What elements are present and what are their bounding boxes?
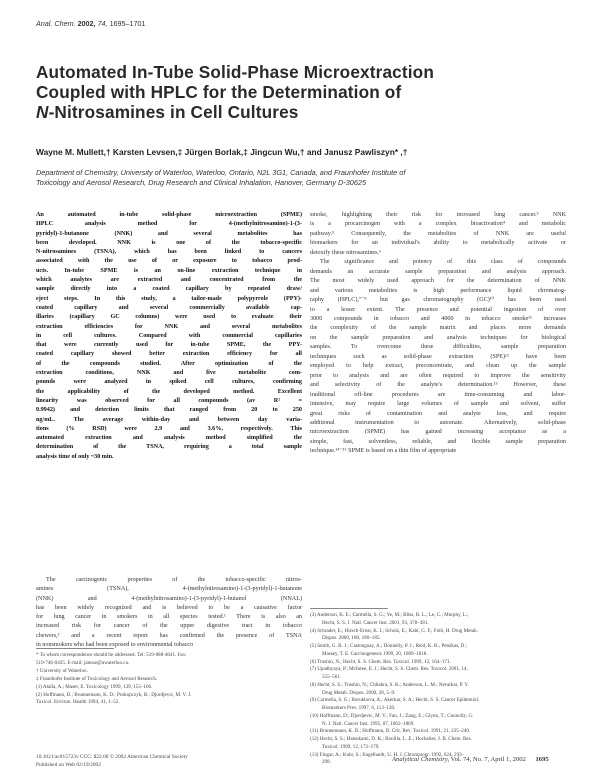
- body-line: 3000 compounds in tobacco and 4000 in tobacco smoke¹¹ increases: [310, 315, 566, 322]
- journal-citation: [36, 19, 146, 28]
- doi-line: 10.1021/ac015723v CCC: $22.00 © 2002 American Chemical Society: [36, 754, 188, 760]
- body-line: simple, fast, solventless, reliable, and flexible sample preparation: [310, 438, 566, 445]
- body-line: raphy (HPLC),⁷⁻⁹ but gas chromatography (GC)¹⁰ has been used: [310, 297, 566, 304]
- abstract-line: extraction efficiencies for NNK and several metabolites: [36, 323, 302, 330]
- reference-line: (13) Fingar, A.; Kuhr, S.; Engelhardt, U. H. J. Chromatogr. 1992, 624, 293–: [310, 751, 465, 758]
- intro-line: chewers,² and a recent report has confirmed the presence of TSNA: [36, 632, 302, 639]
- body-line: and selectivity of the analyte's determination.¹³ However, these: [310, 382, 566, 389]
- abstract: [36, 211, 302, 462]
- abstract-line: illaries (capillary GC columns) were used to evaluate their: [36, 314, 302, 321]
- published-date: Published on Web 02/19/2002: [36, 762, 101, 768]
- affiliation-line: Department of Chemistry, University of Waterloo, Waterloo, Ontario, N2L 3G1, Canada, and Fraunhofer Institute of: [36, 168, 406, 177]
- intro-line: increased risk for cancer of the upper digestive tract in tobacco: [36, 623, 302, 630]
- body-right-column: [310, 211, 566, 457]
- body-line: the complexity of the sample matrix and places more demands: [310, 325, 566, 332]
- reference-line: (3) Anderson, K. E.; Carmella, S. G.; Ye, M.; Bliss, R. L.; Le, C.; Murphy, L.;: [310, 612, 469, 618]
- reference-line: Toxicol. 1999, 12, 172–179.: [322, 743, 380, 750]
- abstract-line: analysis time of only ~30 min.: [36, 453, 114, 460]
- footnote-line: 519-746-0435. E-mail: janusz@uwaterloo.ca.: [36, 659, 130, 666]
- footnote-line: (2) Hoffmann, D.; Brunnemann, K. D.; Prokopczyk, B.; Djordjevic, M. V. J.: [36, 691, 192, 698]
- reference-line: Drug Metab. Dispos. 2000, 28, 5–9.: [322, 689, 396, 696]
- body-line: detoxify these nitrosamines.⁶: [310, 249, 382, 256]
- reference-line: Hecht, S. S. J. Natl. Cancer Inst. 2001, 93, 378–381.: [322, 619, 429, 626]
- footer-issue: Vol. 74, No. 7, April 1, 2002: [450, 756, 526, 763]
- abstract-line: linearity was observed for all compounds (av R² =: [36, 397, 302, 404]
- reference-item: [310, 713, 566, 729]
- body-line: smoke, highlighting their risk for increased lung cancer.³ NNK: [310, 212, 566, 218]
- reference-line: Dispos. 2000, 180, 180–185.: [322, 635, 381, 642]
- intro-line: The carcinogenic properties of the tobacco-specific nitros-: [46, 577, 302, 583]
- abstract-line: sample directly into a coated capillary by repeated draw/: [36, 286, 302, 293]
- abstract-line: ucts. In-tube SPME is an on-line extraction technique in: [36, 267, 302, 274]
- footnote-line: * To whom correspondence should be addressed. Tel: 519-888-4641. Fax:: [36, 652, 187, 658]
- reference-item: [310, 628, 566, 644]
- reference-line: (9) Carmella, S. G.; Borukhova, A.; Akerkar, S. A.; Hecht, S. S. Cancer Epidemiol.: [310, 697, 480, 704]
- abstract-line: ng/mL. The average within-day and between day varia-: [36, 416, 302, 423]
- intro-line: amines (TSNA), 4-(methylnitrosamino)-1-(3-pyridyl)-1-butanone: [36, 586, 302, 593]
- body-line: is a procarcinogen with a complex bioactivation⁴ and metabolic: [310, 221, 566, 228]
- reference-line: (5) Smith, G. B. J.; Castonguay, A.; Donnelly, P. J.; Reid, K. R.; Petsikas, D.;: [310, 643, 467, 649]
- footnote-line: † University of Waterloo.: [36, 667, 88, 674]
- abstract-line: extraction conditions, NNK and five metabolite com-: [36, 370, 302, 377]
- journal-volume: 74,: [97, 19, 108, 28]
- body-line: traditional off-line procedures are time-consuming and labor-: [310, 391, 566, 398]
- body-line: The significance and potency of this class of compounds: [320, 259, 566, 266]
- reference-line: (10) Hoffmann, D.; Djordjevic, M. V.; Fan, J.; Zang, E.; Glynn, T.; Connolly, G.: [310, 712, 474, 719]
- reference-item: [310, 728, 566, 736]
- abstract-line: which analytes are extracted and concentrated from the: [36, 277, 302, 284]
- reference-item: [310, 643, 566, 659]
- abstract-line: coated capillary and several commercially available cap-: [36, 304, 302, 311]
- journal-name: Anal. Chem.: [36, 19, 76, 28]
- reference-line: (7) Upadhyaya, P.; McIntee, E. J.; Hecht, S. S. Chem. Res. Toxicol. 2001, 14,: [310, 666, 468, 673]
- body-line: microextraction (SPME) has gained increasing acceptance as a: [310, 429, 566, 436]
- body-line: samples. To overcome these difficulties, sample preparation: [310, 344, 566, 351]
- reference-line: 298.: [322, 759, 331, 766]
- title-line: Automated In-Tube Solid-Phase Microextraction: [36, 62, 434, 82]
- affiliation-line: Toxicology and Aerosol Research, Drug Research and Clinical Inhalation, Hanover, Germany D-30625: [36, 178, 367, 188]
- reference-line: (12) Hecht, S. S.; Hatsukami, D. K.; Bonilla, L. E.; Hochalter, J. B. Chem. Res.: [310, 736, 472, 742]
- abstract-line: in cell cultures. Compared with commercial capillaries: [36, 332, 302, 339]
- abstract-line: HPLC analysis method for 4-(methylnitrosamino)-1-(3-: [36, 221, 302, 228]
- reference-line: N. J. Natl. Cancer Inst. 1995, 87, 1862–1869.: [322, 720, 415, 727]
- reference-line: (11) Brunnemann, K. D.; Hoffmann, D. Crit. Rev. Toxicol. 1991, 21, 235–240.: [310, 728, 471, 735]
- page-number: 1695: [535, 756, 549, 763]
- footnote-line: (1) Atalla, A.; Maser, E. Toxicology 1999, 139, 155–166.: [36, 683, 153, 690]
- journal-year: 2002,: [77, 19, 96, 28]
- abstract-line: been developed. NNK is one of the tobacco-specific: [36, 239, 302, 246]
- reference-line: 555–561.: [322, 674, 342, 680]
- references-list: [310, 612, 566, 767]
- abstract-line: of the compounds studied. After optimization of the: [36, 360, 302, 367]
- abstract-line: automated extraction and analysis method simplified the: [36, 435, 302, 442]
- affiliations: [36, 168, 564, 188]
- introduction-paragraph: [36, 576, 302, 650]
- body-line: to a lesser extent. The presence and potential ingestion of over: [310, 306, 566, 313]
- abstract-line: 0.9942) and detection limits that ranged from 20 to 250: [36, 407, 302, 414]
- body-line: demands an accurate sample preparation and analysis approach.: [310, 268, 566, 275]
- reference-item: [310, 612, 566, 628]
- intro-line: (NNK) and 4-(methylnitrosamino)-1-(3-pyridyl)-1-butanol (NNAL): [36, 595, 302, 602]
- body-line: and various metabolites is high performance liquid chromatog-: [310, 287, 566, 294]
- abstract-line: N-nitrosamines (TSNA), which has been linked to cancers: [36, 249, 302, 256]
- body-line: technique.¹⁴⁻¹⁶ SPME is based on a thin film of appropriate: [310, 448, 457, 455]
- intro-line: in nonsmokers who had been exposed to environmental tobacco: [36, 642, 194, 649]
- reference-item: [310, 666, 566, 682]
- article-title: [36, 62, 556, 122]
- reference-item: [310, 682, 566, 698]
- body-line: additional instrumentation to automate. Alternatively, solid-phase: [310, 419, 566, 426]
- body-line: employed to help extract, preconcentrate, and clean up the sample: [310, 363, 566, 370]
- intro-line: has been widely recognized and is believed to be a causative factor: [36, 604, 302, 611]
- reference-line: (6) Trushin, N.; Hecht, S. S. Chem. Res. Toxicol. 1999, 12, 164–171.: [310, 658, 451, 665]
- body-line: biomarkers for an individual's ability to metabolically activate or: [310, 240, 566, 247]
- footnote-divider: [36, 648, 114, 649]
- body-line: The most widely used approach for the determination of NNK: [310, 278, 566, 285]
- body-line: techniques such as solid-phase extraction (SPE)¹² have been: [310, 353, 566, 360]
- reference-line: Massey, T. E. Carcinogenesis 1999, 20, 1809–1818.: [322, 650, 428, 657]
- reference-line: (8) Hecht, S. S.; Trushin, N.; Chhabra, S. K.; Anderson, L. M.; Nerurkar, P. V.: [310, 681, 469, 688]
- reference-item: [310, 697, 566, 713]
- abstract-line: that were currently used for in-tube SPME, the PPY-: [36, 342, 302, 349]
- reference-item: [310, 736, 566, 752]
- author-list: Wayne M. Mullett,† Karsten Levsen,‡ Jürgen Borlak,‡ Jingcun Wu,† and Janusz Pawliszyn* ,†: [36, 147, 408, 157]
- abstract-line: determination of the TSNA, requiring a total sample: [36, 444, 302, 451]
- abstract-line: the applicability of the developed method. Excellent: [36, 388, 302, 395]
- reference-line: Biomarkers Prev. 1997, 6, 113–120.: [322, 705, 396, 711]
- page-footer: [392, 756, 549, 763]
- title-line: Coupled with HPLC for the Determination of: [36, 82, 402, 102]
- abstract-line: pounds were analyzed in spiked cell cultures, confirming: [36, 379, 302, 386]
- title-line: N-Nitrosamines in Cell Cultures: [36, 102, 299, 122]
- abstract-line: coated capillary showed better extraction efficiency for all: [36, 351, 302, 358]
- footnotes: [36, 652, 302, 707]
- abstract-line: tions (% RSD) were 2.9 and 3.6%, respectively. This: [36, 425, 302, 432]
- abstract-line: eject steps. In this study, a tailor-made polypyrrole (PPY)-: [36, 295, 302, 302]
- footnote-line: ‡ Fraunhofer Institute of Toxicology and Aerosol Research.: [36, 675, 158, 682]
- body-line: pathway.⁵ Consequently, the metabolites of NNK are useful: [310, 230, 566, 237]
- body-line: intensive, may require large volumes of sample and solvent, suffer: [310, 401, 566, 408]
- intro-line: for lung cancer in smokers in all species tested.¹ There is also an: [36, 614, 302, 621]
- abstract-line: An automated in-tube solid-phase microextraction (SPME): [36, 212, 302, 218]
- references-divider: [310, 608, 388, 609]
- body-line: prior to analysis and are often required to improve the sensitivity: [310, 372, 566, 379]
- body-line: on the sample preparation and analysis techniques for biological: [310, 334, 566, 341]
- reference-line: (4) Schrader, E.; Hirsch-Ernst, K. I.; Scholz, E.; Kahl, G. F.; Foth, H. Drug Metab.: [310, 627, 478, 634]
- abstract-line: associated with the use of or exposure to tobacco prod-: [36, 258, 302, 265]
- body-line: great risks of contamination and analyte loss, and require: [310, 410, 566, 417]
- footer-journal: Analytical Chemistry,: [392, 756, 450, 763]
- journal-pages: 1695–1701: [109, 19, 146, 28]
- footnote-line: Toxicol. Environ. Health 1994, 41, 1–52.: [36, 699, 120, 706]
- abstract-line: pyridyl)-1-butanone (NNK) and several metabolites has: [36, 230, 302, 237]
